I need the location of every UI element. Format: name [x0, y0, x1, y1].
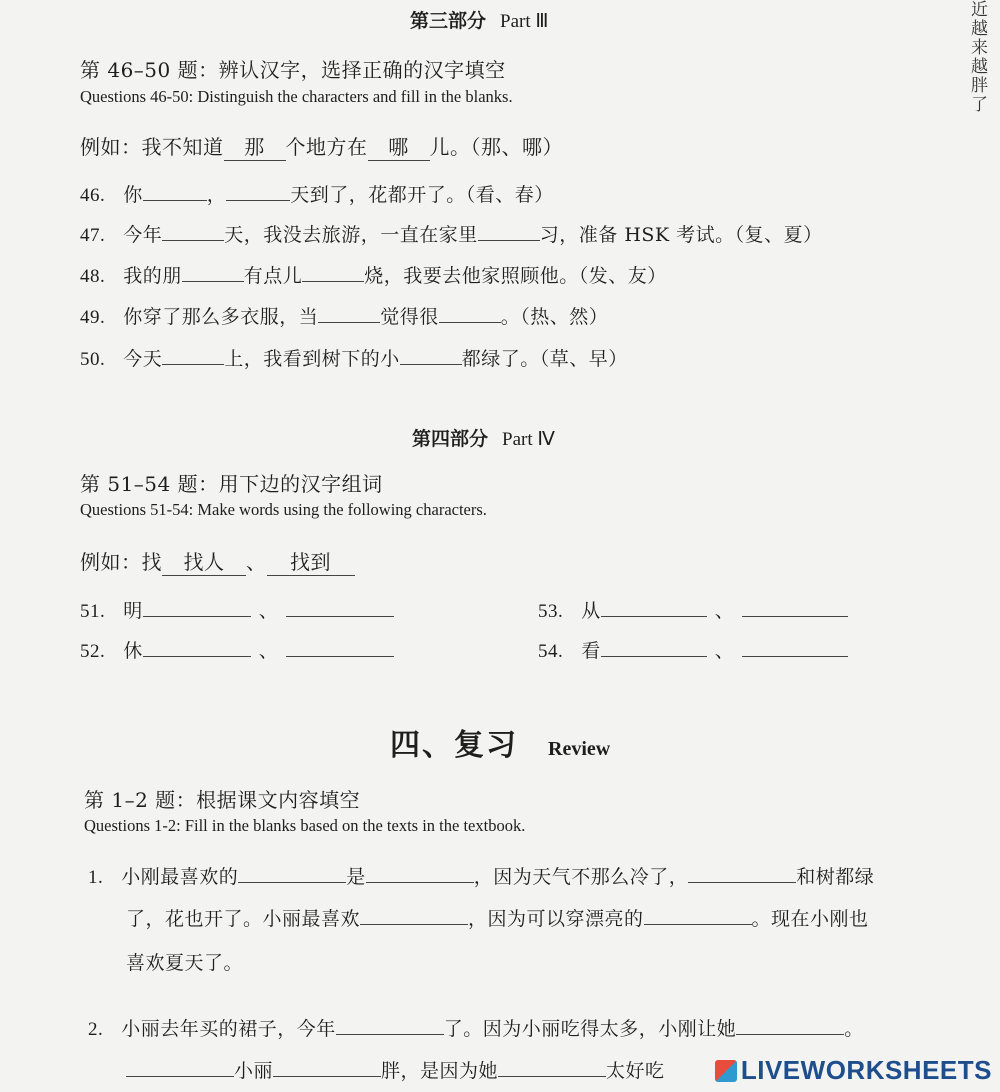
part4-title-cn: 第四部分 — [412, 428, 489, 450]
watermark-text: LIVEWORKSHEETS — [740, 1055, 992, 1085]
question-number: 48. — [80, 266, 106, 287]
part3-instruction-cn: 第 46–50 题：辨认汉字，选择正确的汉字填空 — [80, 58, 506, 82]
item-52 — [80, 636, 394, 663]
part4-example — [80, 546, 355, 576]
blank-input[interactable] — [226, 180, 290, 201]
example-word-1: 找人 — [162, 546, 246, 576]
question-text: 都绿了。（草、早） — [461, 348, 628, 370]
item-number: 52. — [80, 641, 106, 662]
part3-title — [410, 6, 548, 33]
blank-input[interactable] — [439, 302, 501, 323]
question-text: 习，准备 HSK 考试。（复、夏） — [539, 224, 823, 246]
question-text: 小刚最喜欢的 — [121, 866, 239, 888]
question-number: 49. — [80, 307, 106, 328]
blank-input[interactable] — [286, 596, 394, 617]
part4-title — [412, 424, 555, 451]
question-48 — [80, 261, 667, 288]
question-46 — [80, 180, 554, 207]
item-char: 从 — [581, 600, 601, 622]
question-text: 和树都绿 — [796, 866, 875, 888]
blank-input[interactable] — [162, 220, 224, 241]
item-53 — [538, 596, 848, 623]
blank-input[interactable] — [742, 596, 848, 617]
item-51 — [80, 596, 394, 623]
blank-input[interactable] — [143, 180, 207, 201]
blank-input[interactable] — [143, 596, 251, 617]
question-text: 觉得很 — [380, 306, 439, 328]
question-text: 你穿了那么多衣服，当 — [123, 306, 319, 328]
part4-title-en: Part Ⅳ — [502, 429, 555, 450]
question-text: 了，花也开了。小丽最喜欢 — [126, 908, 361, 930]
question-text: 。（热、然） — [500, 306, 609, 328]
question-number: 2. — [88, 1019, 104, 1040]
example-label: 例如：找 — [80, 550, 162, 574]
blank-input[interactable] — [498, 1056, 606, 1077]
blank-input[interactable] — [238, 862, 346, 883]
question-49 — [80, 302, 608, 329]
question-50 — [80, 344, 628, 371]
item-number: 54. — [538, 641, 564, 662]
question-text: 我的朋 — [123, 265, 182, 287]
item-54 — [538, 636, 848, 663]
question-text: 。 — [844, 1018, 864, 1040]
separator: 、 — [258, 600, 279, 622]
question-text: 天，我没去旅游，一直在家里 — [224, 224, 478, 246]
question-text: 太好吃 — [606, 1060, 665, 1082]
blank-input[interactable] — [318, 302, 380, 323]
review-title — [390, 720, 610, 764]
part3-instruction-en: Questions 46-50: Distinguish the characters and fill in the blanks. — [80, 87, 513, 106]
question-text: ，因为天气不那么冷了， — [473, 866, 689, 888]
example-end: 儿。（那、哪） — [429, 135, 563, 159]
review-q2-line1 — [88, 1014, 864, 1041]
liveworksheets-logo-icon — [715, 1060, 737, 1082]
question-text: 你 — [123, 184, 143, 206]
review-instruction-cn: 第 1–2 题：根据课文内容填空 — [84, 788, 361, 812]
question-47 — [80, 220, 823, 247]
review-q2-line2 — [126, 1056, 665, 1083]
separator: 、 — [714, 640, 735, 662]
question-text: 胖，是因为她 — [381, 1060, 499, 1082]
question-text: 天到了，花都开了。（看、春） — [290, 184, 554, 206]
blank-input[interactable] — [143, 636, 251, 657]
review-instruction-en: Questions 1-2: Fill in the blanks based on the texts in the textbook. — [84, 816, 526, 835]
question-text: 。现在小刚也 — [751, 908, 869, 930]
item-char: 休 — [123, 640, 143, 662]
blank-input[interactable] — [273, 1056, 381, 1077]
question-text: 有点儿 — [243, 265, 303, 287]
part3-example — [80, 131, 563, 161]
blank-input[interactable] — [400, 344, 462, 365]
blank-input[interactable] — [601, 596, 707, 617]
review-q1-line3: 喜欢夏天了。 — [126, 952, 244, 974]
question-text: 小丽去年买的裙子，今年 — [121, 1018, 336, 1040]
example-answer-2: 哪 — [368, 131, 430, 161]
review-q1-line1 — [88, 862, 874, 889]
item-char: 明 — [123, 600, 143, 622]
question-text: 今天 — [123, 348, 163, 370]
question-number: 50. — [80, 349, 106, 370]
blank-input[interactable] — [162, 344, 224, 365]
example-sep: 、 — [246, 550, 267, 574]
blank-input[interactable] — [286, 636, 394, 657]
blank-input[interactable] — [126, 1056, 234, 1077]
liveworksheets-watermark[interactable] — [711, 1055, 992, 1086]
item-number: 51. — [80, 601, 106, 622]
separator: 、 — [258, 640, 279, 662]
item-char: 看 — [581, 640, 601, 662]
review-title-en: Review — [548, 738, 611, 760]
question-text: 今年 — [123, 224, 163, 246]
blank-input[interactable] — [478, 220, 540, 241]
blank-input[interactable] — [644, 904, 752, 925]
example-word-2: 找到 — [267, 546, 355, 576]
question-text: ，因为可以穿漂亮的 — [468, 908, 644, 930]
question-text: 了。因为小丽吃得太多，小刚让她 — [443, 1018, 737, 1040]
separator: 、 — [714, 600, 735, 622]
review-q1-line2 — [126, 904, 869, 931]
blank-input[interactable] — [688, 862, 796, 883]
example-label: 例如：我不知道 — [80, 135, 224, 159]
blank-input[interactable] — [736, 1014, 844, 1035]
question-number: 1. — [88, 867, 104, 888]
blank-input[interactable] — [742, 636, 848, 657]
part4-instruction-cn: 第 51–54 题：用下边的汉字组词 — [80, 472, 383, 496]
question-text: 小丽 — [234, 1060, 274, 1082]
side-margin-text: 近越来越胖了 — [967, 0, 987, 114]
blank-input[interactable] — [601, 636, 707, 657]
example-mid: 个地方在 — [285, 135, 368, 159]
review-title-cn: 四、复习 — [390, 728, 518, 763]
blank-input[interactable] — [366, 862, 474, 883]
item-number: 53. — [538, 601, 564, 622]
blank-input[interactable] — [336, 1014, 444, 1035]
blank-input[interactable] — [302, 261, 364, 282]
example-answer-1: 那 — [224, 131, 286, 161]
blank-input[interactable] — [360, 904, 468, 925]
blank-input[interactable] — [182, 261, 244, 282]
question-text: ， — [206, 184, 227, 206]
question-text: 是 — [346, 866, 366, 888]
question-text: 烧，我要去他家照顾他。（发、友） — [364, 265, 667, 287]
question-number: 47. — [80, 225, 106, 246]
part3-title-en: Part Ⅲ — [500, 11, 549, 32]
question-number: 46. — [80, 185, 106, 206]
part4-instruction-en: Questions 51-54: Make words using the following characters. — [80, 500, 487, 519]
question-text: 上，我看到树下的小 — [224, 348, 400, 370]
part3-title-cn: 第三部分 — [410, 10, 487, 32]
